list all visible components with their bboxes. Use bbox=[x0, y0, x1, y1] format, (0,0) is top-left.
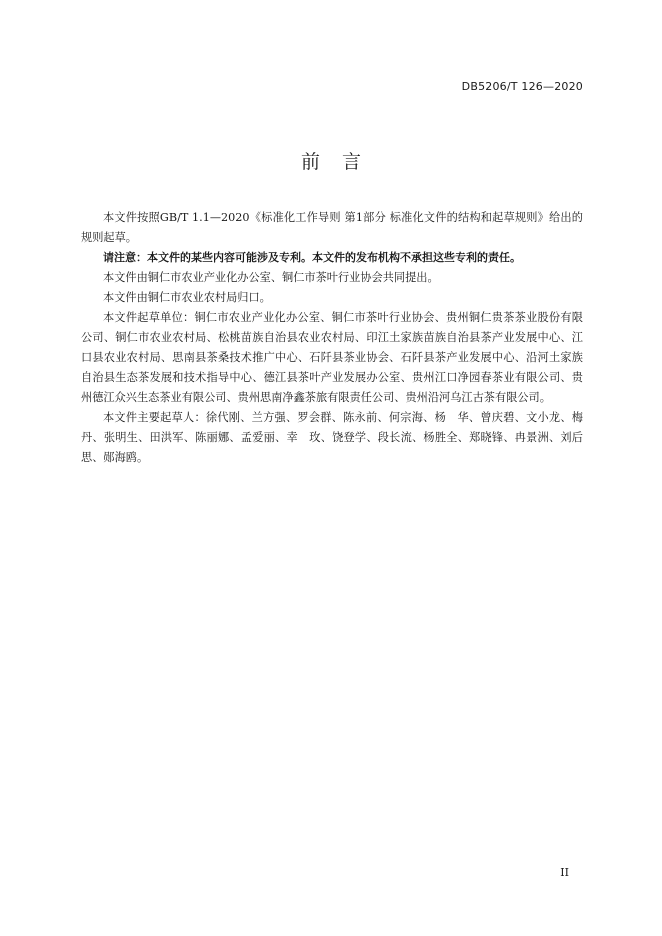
centralized-authority-paragraph: 本文件由铜仁市农业农村局归口。 bbox=[103, 291, 271, 304]
document-body bbox=[81, 208, 595, 468]
document-code: DB5206/T 126—2020 bbox=[461, 80, 583, 93]
patent-notice: 请注意：本文件的某些内容可能涉及专利。本文件的发布机构不承担这些专利的责任。 bbox=[103, 251, 521, 264]
drafting-units-paragraph: 本文件起草单位：铜仁市农业产业化办公室、铜仁市茶叶行业协会、贵州铜仁贵茶茶业股份有限公司、铜仁市农业农村局、松桃苗族自治县农业农村局、印江土家族苗族自治县茶产业发展中心、江口县农业农村局、思南县茶桑技术推广中心、石阡县茶业协会、石阡县茶产业发展中心、沿河土家族自治县生态茶发展和技术指导中心、德江县茶叶产业发展办公室、贵州江口净园春茶业有限公司、贵州德江众兴生态茶业有限公司、贵州思南净鑫茶旅有限责任公司、贵州沿河乌江古茶有限公司。 bbox=[81, 311, 583, 404]
page-title: 前言 bbox=[300, 151, 383, 173]
page-number: II bbox=[560, 866, 569, 879]
drafting-rules-paragraph: 本文件按照GB/T 1.1—2020《标准化工作导则 第1部分 标准化文件的结构和起草规则》给出的规则起草。 bbox=[81, 211, 583, 244]
drafters-paragraph: 本文件主要起草人：徐代刚、兰方强、罗会群、陈永前、何宗海、杨 华、曾庆碧、文小龙、梅 丹、张明生、田洪军、陈丽娜、孟爱丽、幸 玫、饶登学、段长流、杨胜全、郑晓锋、冉景洲、刘后思、郧海鸥。 bbox=[81, 411, 595, 464]
proposer-paragraph: 本文件由铜仁市农业产业化办公室、铜仁市茶叶行业协会共同提出。 bbox=[103, 271, 439, 284]
